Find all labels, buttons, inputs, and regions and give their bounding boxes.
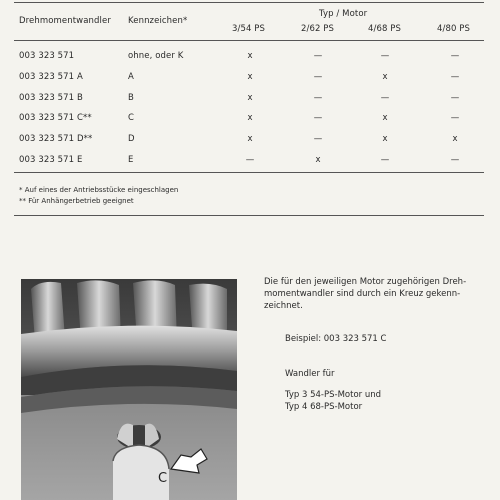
row-cell-engine-3: x — [382, 72, 388, 82]
paragraph-line-1: Die für den jeweiligen Motor zugehörigen Dreh- — [264, 277, 467, 287]
row-part-number: 003 323 571 D** — [19, 134, 93, 144]
row-cell-engine-1: x — [247, 113, 253, 123]
col-header-mark: Kennzeichen* — [128, 16, 188, 26]
row-cell-engine-2: — — [313, 51, 323, 61]
row-part-number: 003 323 571 C** — [19, 113, 92, 123]
paragraph-line-2: momentwandler sind durch ein Kreuz gekenn- — [264, 289, 461, 299]
wandler-label: Wandler für — [285, 369, 335, 379]
table-bottom-rule — [14, 172, 484, 173]
row-cell-engine-4: — — [450, 72, 460, 82]
row-cell-engine-2: — — [313, 134, 323, 144]
row-cell-engine-4: — — [450, 113, 460, 123]
row-cell-engine-3: — — [380, 155, 390, 165]
row-cell-engine-1: x — [247, 93, 253, 103]
example-text: Beispiel: 003 323 571 C — [285, 334, 387, 344]
engine-header-2: 2/62 PS — [301, 24, 335, 34]
row-mark: ohne, oder K — [128, 51, 184, 61]
engine-header-1: 3/54 PS — [232, 24, 266, 34]
row-cell-engine-4: — — [450, 93, 460, 103]
row-cell-engine-2: — — [313, 93, 323, 103]
footnote-1: * Auf eines der Antriebsstücke eingeschlagen — [19, 186, 179, 194]
row-part-number: 003 323 571 E — [19, 155, 83, 165]
row-mark: D — [128, 134, 135, 144]
paragraph-line-3: zeichnet. — [264, 301, 303, 311]
row-cell-engine-3: — — [380, 51, 390, 61]
row-cell-engine-1: — — [245, 155, 255, 165]
row-mark: B — [128, 93, 134, 103]
row-cell-engine-4: x — [452, 134, 458, 144]
row-mark: E — [128, 155, 134, 165]
converter-photo-graphic — [21, 279, 237, 500]
row-cell-engine-2: — — [313, 113, 323, 123]
stamp-letter: C — [158, 471, 168, 486]
row-cell-engine-4: — — [450, 51, 460, 61]
row-part-number: 003 323 571 — [19, 51, 75, 61]
row-mark: A — [128, 72, 134, 82]
row-part-number: 003 323 571 B — [19, 93, 83, 103]
row-cell-engine-3: — — [380, 93, 390, 103]
header-rule — [14, 40, 484, 41]
footnote-2: ** Für Anhängerbetrieb geeignet — [19, 197, 134, 205]
row-mark: C — [128, 113, 135, 123]
row-cell-engine-1: x — [247, 51, 253, 61]
engine-header-3: 4/68 PS — [368, 24, 402, 34]
converter-photo — [21, 279, 237, 500]
row-cell-engine-3: x — [382, 113, 388, 123]
top-rule — [14, 2, 484, 3]
typ3-line: Typ 3 54-PS-Motor und — [285, 390, 382, 400]
row-cell-engine-2: x — [315, 155, 321, 165]
row-cell-engine-4: — — [450, 155, 460, 165]
typ4-line: Typ 4 68-PS-Motor — [285, 402, 363, 412]
group-header: Typ / Motor — [319, 9, 368, 19]
row-cell-engine-1: x — [247, 72, 253, 82]
engine-header-4: 4/80 PS — [437, 24, 471, 34]
row-cell-engine-2: — — [313, 72, 323, 82]
row-part-number: 003 323 571 A — [19, 72, 83, 82]
footnote-rule — [14, 215, 484, 216]
row-cell-engine-1: x — [247, 134, 253, 144]
row-cell-engine-3: x — [382, 134, 388, 144]
col-header-converter: Drehmomentwandler — [19, 16, 111, 26]
